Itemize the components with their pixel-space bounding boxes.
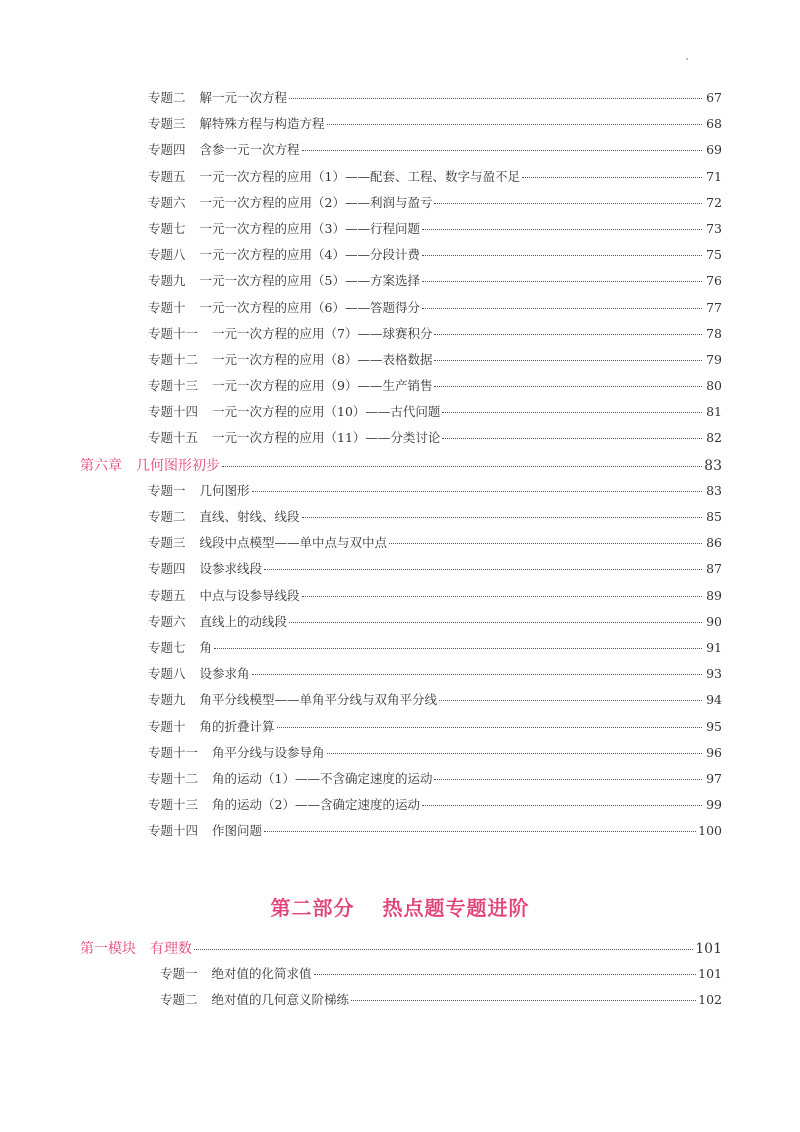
toc-entry-title: 直线上的动线段 bbox=[199, 613, 288, 629]
toc-entry-title: 设参求角 bbox=[199, 666, 250, 682]
toc-entry-number: 专题十四 bbox=[148, 404, 199, 420]
toc-entry-label bbox=[148, 114, 325, 132]
dot-leader bbox=[327, 753, 702, 754]
dot-leader bbox=[252, 491, 702, 492]
dot-leader bbox=[442, 412, 702, 413]
toc-entry-label bbox=[148, 533, 387, 551]
dot-leader bbox=[277, 727, 702, 728]
toc-page-number: 93 bbox=[706, 666, 722, 682]
toc-entry-label bbox=[148, 559, 262, 577]
dot-leader bbox=[434, 360, 702, 361]
part-heading bbox=[0, 892, 800, 921]
toc-page-number: 83 bbox=[706, 482, 722, 498]
toc-entry-number: 专题十 bbox=[148, 718, 186, 734]
toc-page-number: 79 bbox=[706, 351, 722, 367]
dot-leader bbox=[327, 124, 702, 125]
toc-entry-title: 一元一次方程的应用（1）——配套、工程、数字与盈不足 bbox=[199, 168, 520, 184]
toc-entry-number: 专题四 bbox=[148, 142, 186, 158]
toc-chapter-entry[interactable] bbox=[0, 938, 800, 964]
toc-page-number: 76 bbox=[706, 273, 722, 289]
toc-entry[interactable] bbox=[0, 795, 800, 821]
toc-entry[interactable] bbox=[0, 88, 800, 114]
dot-leader bbox=[522, 177, 702, 178]
toc-entry-number: 专题二 bbox=[148, 509, 186, 524]
toc-entry-number: 专题十一 bbox=[148, 325, 199, 341]
toc-entry-title: 角 bbox=[199, 639, 213, 655]
toc-entry-number: 专题八 bbox=[148, 247, 186, 263]
toc-entry-number: 专题一 bbox=[148, 482, 186, 498]
dot-leader bbox=[422, 805, 702, 806]
toc-entry[interactable] bbox=[0, 559, 800, 585]
toc-entry-title: 一元一次方程的应用（2）——利润与盈亏 bbox=[199, 194, 433, 210]
dot-leader bbox=[434, 334, 702, 335]
dot-leader bbox=[434, 779, 702, 780]
toc-entry[interactable] bbox=[0, 990, 800, 1016]
toc-entry-label bbox=[148, 402, 440, 420]
dot-leader bbox=[194, 949, 693, 950]
toc-page-number: 73 bbox=[706, 220, 722, 236]
toc-entry-number: 专题六 bbox=[148, 613, 186, 629]
toc-entry-number: 专题十二 bbox=[148, 770, 199, 786]
toc-entry[interactable] bbox=[0, 964, 800, 990]
toc-entry-title: 一元一次方程的应用（4）——分段计费 bbox=[199, 247, 420, 263]
toc-page-number: 68 bbox=[706, 116, 722, 132]
dot-leader bbox=[434, 203, 702, 204]
toc-entry-title: 一元一次方程的应用（11）——分类讨论 bbox=[212, 430, 441, 446]
toc-list-part2 bbox=[0, 938, 800, 1017]
toc-entry[interactable] bbox=[0, 507, 800, 533]
toc-entry-title: 绝对值的几何意义阶梯练 bbox=[211, 992, 350, 1008]
toc-entry-number: 第一模块 bbox=[80, 941, 136, 957]
toc-entry-label bbox=[148, 821, 262, 839]
toc-entry[interactable] bbox=[0, 350, 800, 376]
toc-entry-number: 专题七 bbox=[148, 639, 186, 655]
dot-leader bbox=[439, 700, 702, 701]
toc-page-number: 94 bbox=[706, 692, 722, 708]
toc-entry-label bbox=[148, 298, 420, 316]
toc-entry[interactable] bbox=[0, 298, 800, 324]
toc-page-number: 89 bbox=[706, 587, 722, 603]
toc-page-number: 99 bbox=[706, 797, 722, 813]
dot-leader bbox=[422, 281, 702, 282]
toc-page-number: 75 bbox=[706, 247, 722, 263]
toc-entry[interactable] bbox=[0, 324, 800, 350]
toc-entry-number: 专题五 bbox=[148, 587, 186, 603]
toc-entry-number: 专题九 bbox=[148, 692, 186, 708]
toc-page-number: 85 bbox=[706, 509, 722, 524]
toc-entry-title: 作图问题 bbox=[212, 823, 263, 839]
toc-page-number: 101 bbox=[695, 941, 722, 957]
toc-entry-number: 专题二 bbox=[160, 992, 198, 1008]
toc-entry[interactable] bbox=[0, 114, 800, 140]
dot-leader bbox=[264, 569, 702, 570]
toc-page-number: 83 bbox=[704, 457, 722, 474]
toc-entry-number: 第六章 bbox=[80, 457, 122, 474]
toc-entry[interactable] bbox=[0, 481, 800, 507]
toc-entry[interactable] bbox=[0, 271, 800, 297]
toc-entry-title: 设参求线段 bbox=[199, 561, 263, 577]
toc-page-number: 67 bbox=[706, 90, 722, 105]
toc-entry-label bbox=[148, 769, 432, 787]
toc-entry-label bbox=[160, 964, 312, 982]
toc-list-part1 bbox=[0, 88, 800, 847]
dot-leader bbox=[302, 150, 702, 151]
toc-entry-title: 几何图形 bbox=[199, 482, 250, 498]
dot-leader bbox=[442, 438, 702, 439]
toc-page-number: 82 bbox=[706, 430, 722, 446]
toc-entry-label bbox=[148, 324, 432, 342]
toc-entry-number: 专题八 bbox=[148, 666, 186, 682]
part-label: 第二部分 bbox=[270, 896, 355, 920]
toc-entry-title: 解特殊方程与构造方程 bbox=[199, 116, 325, 132]
dot-leader bbox=[314, 974, 697, 975]
toc-entry-title: 含参一元一次方程 bbox=[199, 142, 300, 158]
toc-entry[interactable] bbox=[0, 245, 800, 271]
toc-entry-number: 专题十 bbox=[148, 299, 186, 315]
toc-entry[interactable] bbox=[0, 717, 800, 743]
toc-page-number: 96 bbox=[706, 744, 722, 760]
toc-entry-label bbox=[160, 990, 349, 1008]
toc-entry-number: 专题十四 bbox=[148, 823, 199, 839]
toc-page-number: 87 bbox=[706, 561, 722, 577]
toc-entry-number: 专题七 bbox=[148, 220, 186, 236]
toc-entry-label bbox=[80, 455, 220, 475]
toc-entry-number: 专题二 bbox=[148, 90, 186, 105]
toc-page-number: 101 bbox=[698, 966, 722, 982]
toc-entry-title: 一元一次方程的应用（10）——古代问题 bbox=[212, 404, 441, 420]
toc-entry-title: 直线、射线、线段 bbox=[199, 509, 300, 524]
toc-page-number: 86 bbox=[706, 535, 722, 551]
toc-entry-label bbox=[148, 717, 275, 735]
toc-entry-title: 角的运动（2）——含确定速度的运动 bbox=[212, 797, 420, 813]
toc-entry[interactable] bbox=[0, 428, 800, 454]
toc-page-number: 90 bbox=[706, 613, 722, 629]
toc-page-number: 91 bbox=[706, 639, 722, 655]
toc-entry-number: 专题十一 bbox=[148, 744, 199, 760]
toc-page-number: 71 bbox=[706, 168, 722, 184]
toc-entry[interactable] bbox=[0, 638, 800, 664]
toc-entry-number: 专题十二 bbox=[148, 351, 199, 367]
toc-entry[interactable] bbox=[0, 402, 800, 428]
toc-entry-label bbox=[148, 690, 437, 708]
toc-entry-label bbox=[148, 245, 420, 263]
toc-entry-title: 几何图形初步 bbox=[136, 457, 220, 474]
toc-entry-label bbox=[148, 743, 325, 761]
dot-leader bbox=[214, 648, 702, 649]
toc-entry-label bbox=[148, 193, 432, 211]
dot-leader bbox=[389, 543, 702, 544]
dot-leader bbox=[351, 1000, 696, 1001]
toc-chapter-entry[interactable] bbox=[0, 455, 800, 481]
toc-entry[interactable] bbox=[0, 586, 800, 612]
toc-entry[interactable] bbox=[0, 376, 800, 402]
toc-entry[interactable] bbox=[0, 167, 800, 193]
toc-page-number: 102 bbox=[698, 992, 722, 1008]
toc-entry[interactable] bbox=[0, 664, 800, 690]
toc-entry-title: 角的折叠计算 bbox=[199, 718, 275, 734]
toc-entry-number: 专题三 bbox=[148, 535, 186, 551]
dot-leader bbox=[289, 622, 702, 623]
dot-leader bbox=[422, 255, 702, 256]
toc-entry-number: 专题十五 bbox=[148, 430, 199, 446]
toc-entry-label bbox=[148, 88, 287, 106]
toc-page-number: 100 bbox=[698, 823, 722, 839]
toc-entry-number: 专题三 bbox=[148, 116, 186, 132]
toc-entry-title: 一元一次方程的应用（8）——表格数据 bbox=[212, 351, 433, 367]
toc-entry-title: 角平分线模型——单角平分线与双角平分线 bbox=[199, 692, 438, 708]
toc-entry-label bbox=[148, 140, 300, 158]
toc-entry-number: 专题十三 bbox=[148, 378, 199, 394]
toc-entry-title: 一元一次方程的应用（7）——球赛积分 bbox=[212, 325, 433, 341]
toc-page-number: 77 bbox=[706, 299, 722, 315]
toc-entry-number: 专题四 bbox=[148, 561, 186, 577]
toc-entry[interactable] bbox=[0, 612, 800, 638]
toc-entry-title: 角的运动（1）——不含确定速度的运动 bbox=[212, 770, 433, 786]
toc-entry-label bbox=[148, 481, 250, 499]
print-mark bbox=[686, 58, 688, 60]
toc-entry-label bbox=[148, 376, 432, 394]
toc-entry-title: 线段中点模型——单中点与双中点 bbox=[199, 535, 388, 551]
dot-leader bbox=[289, 98, 702, 99]
dot-leader bbox=[422, 229, 702, 230]
dot-leader bbox=[252, 674, 702, 675]
toc-entry-label bbox=[80, 938, 192, 958]
toc-entry-title: 解一元一次方程 bbox=[199, 90, 288, 105]
toc-entry-number: 专题十三 bbox=[148, 797, 199, 813]
toc-entry[interactable] bbox=[0, 690, 800, 716]
toc-entry-number: 专题六 bbox=[148, 194, 186, 210]
toc-entry[interactable] bbox=[0, 533, 800, 559]
toc-page-number: 80 bbox=[706, 378, 722, 394]
toc-entry[interactable] bbox=[0, 140, 800, 166]
toc-entry-title: 绝对值的化简求值 bbox=[211, 966, 312, 982]
toc-entry-label bbox=[148, 795, 420, 813]
toc-page-number: 72 bbox=[706, 194, 722, 210]
toc-entry-label bbox=[148, 167, 520, 185]
toc-entry[interactable] bbox=[0, 219, 800, 245]
toc-entry[interactable] bbox=[0, 193, 800, 219]
toc-entry-label bbox=[148, 586, 300, 604]
toc-entry-title: 一元一次方程的应用（6）——答题得分 bbox=[199, 299, 420, 315]
toc-entry-label bbox=[148, 507, 300, 525]
toc-page-number: 69 bbox=[706, 142, 722, 158]
toc-entry-title: 角平分线与设参导角 bbox=[212, 744, 325, 760]
toc-entry-title: 一元一次方程的应用（5）——方案选择 bbox=[199, 273, 420, 289]
toc-entry-label bbox=[148, 350, 432, 368]
toc-page-number: 97 bbox=[706, 770, 722, 786]
toc-page-number: 78 bbox=[706, 325, 722, 341]
part-title: 热点题专题进阶 bbox=[382, 896, 530, 920]
toc-entry-label bbox=[148, 638, 212, 656]
dot-leader bbox=[302, 517, 702, 518]
dot-leader bbox=[222, 466, 702, 467]
toc-entry-title: 中点与设参导线段 bbox=[199, 587, 300, 603]
toc-entry[interactable] bbox=[0, 743, 800, 769]
toc-entry[interactable] bbox=[0, 821, 800, 847]
toc-entry[interactable] bbox=[0, 769, 800, 795]
toc-page-number: 81 bbox=[706, 404, 722, 420]
toc-entry-label bbox=[148, 664, 250, 682]
toc-entry-label bbox=[148, 271, 420, 289]
toc-entry-label bbox=[148, 612, 287, 630]
toc-entry-label bbox=[148, 219, 420, 237]
toc-entry-title: 有理数 bbox=[150, 941, 192, 957]
dot-leader bbox=[434, 386, 702, 387]
toc-entry-title: 一元一次方程的应用（9）——生产销售 bbox=[212, 378, 433, 394]
toc-entry-number: 专题五 bbox=[148, 168, 186, 184]
toc-entry-number: 专题一 bbox=[160, 966, 198, 982]
toc-entry-number: 专题九 bbox=[148, 273, 186, 289]
dot-leader bbox=[302, 596, 702, 597]
toc-page-number: 95 bbox=[706, 718, 722, 734]
toc-entry-title: 一元一次方程的应用（3）——行程问题 bbox=[199, 220, 420, 236]
dot-leader bbox=[264, 831, 696, 832]
dot-leader bbox=[422, 308, 702, 309]
toc-entry-label bbox=[148, 428, 440, 446]
